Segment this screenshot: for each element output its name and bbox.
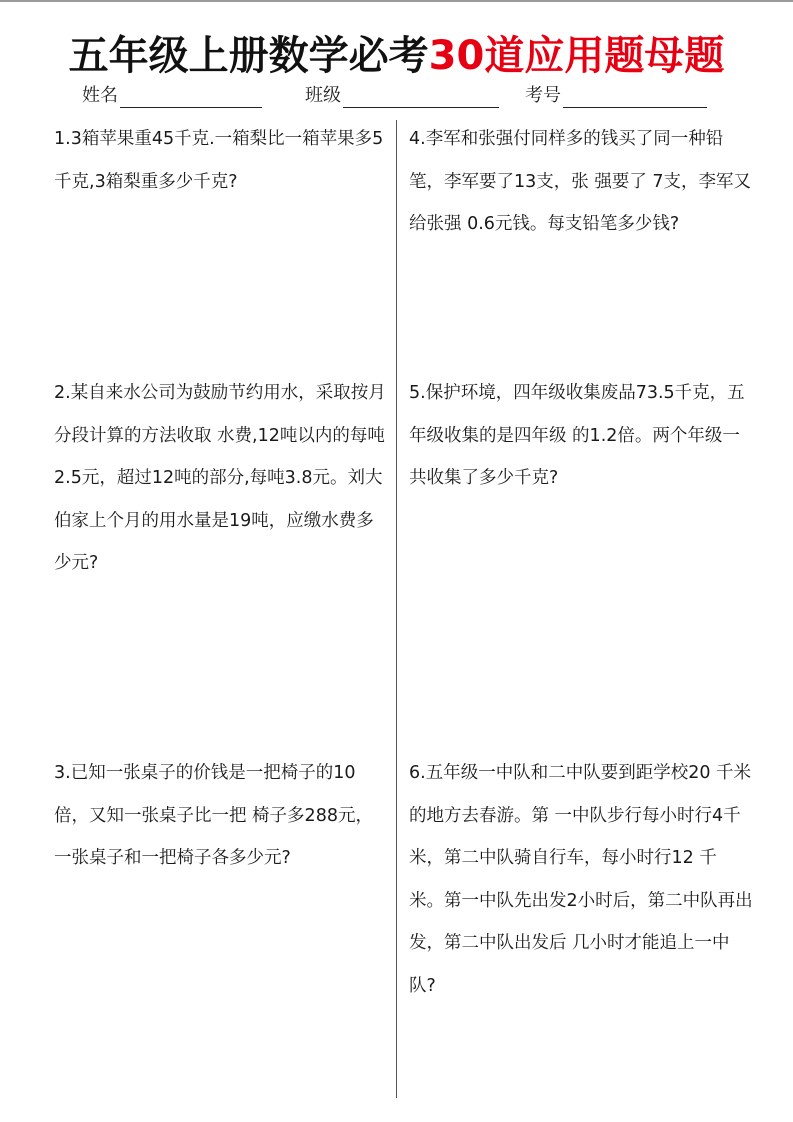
class-label: 班级 xyxy=(305,85,341,106)
exam-number-label: 考号 xyxy=(525,85,561,106)
top-border xyxy=(0,0,793,2)
exam-number-blank[interactable] xyxy=(563,85,707,108)
name-field[interactable] xyxy=(82,82,262,108)
class-field[interactable] xyxy=(305,82,499,108)
page-title xyxy=(0,28,793,84)
student-info-row xyxy=(0,82,793,110)
name-blank[interactable] xyxy=(120,85,262,108)
question-2: 2.某自来水公司为鼓励节约用水，采取按月分段计算的方法收取 水费,12吨以内的每吨2.5元，超过12吨的部分,每吨3.8元。刘大伯家上个月的用水量是19吨，应缴水费多少元? xyxy=(54,383,386,573)
question-6: 6.五年级一中队和二中队要到距学校20 千米的地方去春游。第 一中队步行每小时行4千米，第二中队骑自行车，每小时行12 千 米。第一中队先出发2小时后，第二中队再出发，第二中队出发后 几小时才能追上一中队? xyxy=(409,763,753,996)
title-red-part: 30道应用题母题 xyxy=(428,33,725,79)
question-4: 4.李军和张强付同样多的钱买了同一种铅笔，李军要了13支，张 强要了 7支，李军又给张强 0.6元钱。每支铅笔多少钱? xyxy=(409,129,752,234)
exam-number-field[interactable] xyxy=(525,82,707,108)
question-3: 3.已知一张桌子的价钱是一把椅子的10倍，又知一张桌子比一把 椅子多288元，一张桌子和一把椅子各多少元? xyxy=(54,763,373,868)
name-label: 姓名 xyxy=(82,85,118,106)
class-blank[interactable] xyxy=(343,85,499,108)
title-black-part: 五年级上册数学必考 xyxy=(68,33,429,79)
question-5: 5.保护环境，四年级收集废品73.5千克，五年级收集的是四年级 的1.2倍。两个年级一共收集了多少千克? xyxy=(409,383,745,488)
column-divider xyxy=(396,120,397,1098)
question-1: 1.3箱苹果重45千克.一箱梨比一箱苹果多5千克,3箱梨重多少千克? xyxy=(54,129,384,192)
